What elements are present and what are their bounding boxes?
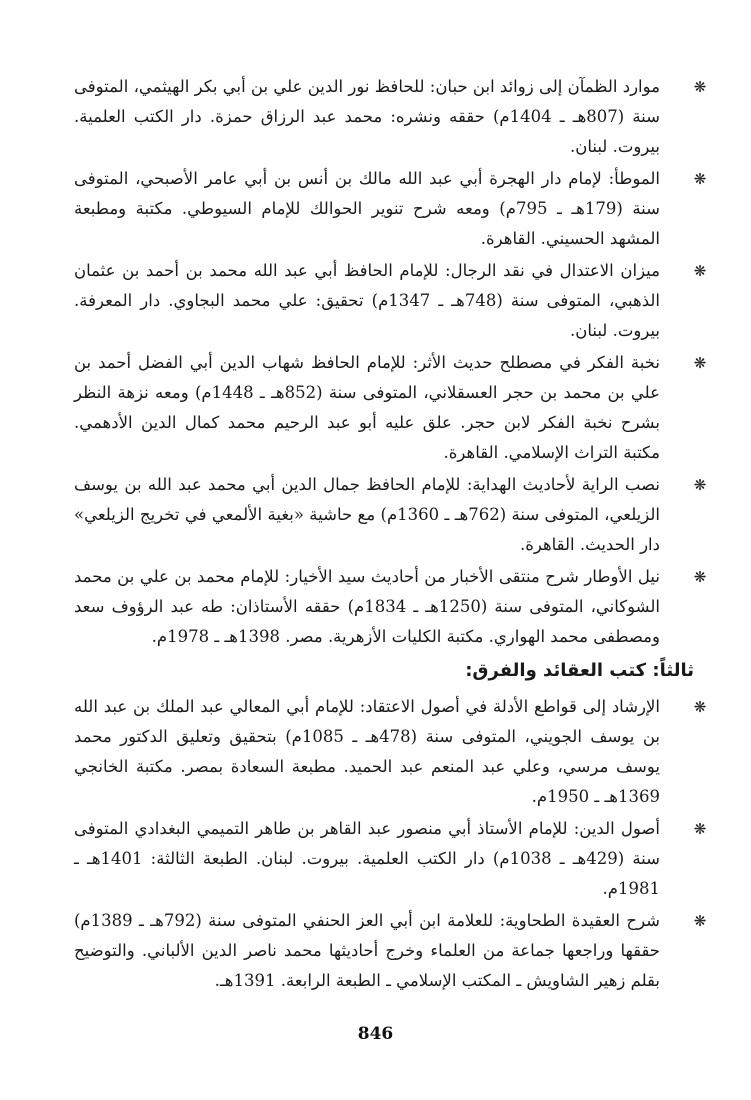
asterisk-bullet-icon: ❋ <box>693 698 707 716</box>
bibliography-entry <box>74 164 707 254</box>
asterisk-bullet-icon: ❋ <box>693 262 707 280</box>
page-number: 846 <box>357 1024 394 1044</box>
bibliography-entry <box>74 72 707 162</box>
asterisk-bullet-icon: ❋ <box>693 820 707 838</box>
bibliography-entry <box>74 562 707 652</box>
bibliography-entry <box>74 692 707 812</box>
section-heading: ثالثاً: كتب العقائد والفرق: <box>465 660 694 681</box>
entry-text: الموطأ: لإمام دار الهجرة أبي عبد الله مالك بن أنس بن أبي عامر الأصبحي، المتوفى سنة (179هـ ـ 795م) ومعه شرح تنوير الحوالك للإمام السيوطي. مكتبة ومطبعة المشهد الحسيني. القاهرة. <box>74 169 660 248</box>
asterisk-bullet-icon: ❋ <box>693 78 707 96</box>
bibliography-entry <box>74 470 707 560</box>
entry-text: أصول الدين: للإمام الأستاذ أبي منصور عبد القاهر بن طاهر التميمي البغدادي المتوفى سنة (429هـ ـ 1038م) دار الكتب العلمية. بيروت. لبنان. الطبعة الثالثة: 1401هـ ـ 1981م. <box>74 819 660 898</box>
entry-text: نخبة الفكر في مصطلح حديث الأثر: للإمام الحافظ شهاب الدين أبي الفضل أحمد بن علي بن محمد بن حجر العسقلاني، المتوفى سنة (852هـ ـ 1448م) ومعه نزهة النظر بشرح نخبة الفكر لابن حجر. علق عليه أبو عبد الرحيم محمد كمال الدين الأدهمي. مكتبة التراث الإسلامي. القاهرة. <box>74 353 660 462</box>
bibliography-entry <box>74 906 707 996</box>
entry-text: نيل الأوطار شرح منتقى الأخبار من أحاديث سيد الأخيار: للإمام محمد بن علي بن محمد الشوكاني، المتوفى سنة (1250هـ ـ 1834م) حققه الأستاذان: طه عبد الرؤوف سعد ومصطفى محمد الهواري. مكتبة الكليات الأزهرية. مصر. 1398هـ ـ 1978م. <box>74 567 661 646</box>
entry-text: شرح العقيدة الطحاوية: للعلامة ابن أبي العز الحنفي المتوفى سنة (792هـ ـ 1389م) حققها وراجعها جماعة من العلماء وخرج أحاديثها محمد ناصر الدين الألباني. والتوضيح بقلم زهير الشاويش ـ المكتب الإسلامي ـ الطبعة الرابعة. 1391هـ. <box>74 911 660 990</box>
bibliography-entry <box>74 348 707 468</box>
entry-text: ميزان الاعتدال في نقد الرجال: للإمام الحافظ أبي عبد الله محمد بن أحمد بن عثمان الذهبي، المتوفى سنة (748هـ ـ 1347م) تحقيق: علي محمد البجاوي. دار المعرفة. بيروت. لبنان. <box>74 261 661 340</box>
asterisk-bullet-icon: ❋ <box>693 354 707 372</box>
entry-text: نصب الراية لأحاديث الهداية: للإمام الحافظ جمال الدين أبي محمد عبد الله بن يوسف الزيلعي، المتوفى سنة (762هـ ـ 1360م) مع حاشية «بغية الألمعي في تخريج الزيلعي» دار الحديث. القاهرة. <box>74 475 660 554</box>
bibliography-entry <box>74 256 707 346</box>
asterisk-bullet-icon: ❋ <box>693 170 707 188</box>
asterisk-bullet-icon: ❋ <box>693 912 707 930</box>
asterisk-bullet-icon: ❋ <box>693 568 707 586</box>
bibliography-page <box>74 72 707 996</box>
entry-text: الإرشاد إلى قواطع الأدلة في أصول الاعتقاد: للإمام أبي المعالي عبد الملك بن عبد الله بن يوسف الجويني، المتوفى سنة (478هـ ـ 1085م) بتحقيق وتعليق الدكتور محمد يوسف مرسي، وعلي عبد المنعم عبد الحميد. مطبعة السعادة بمصر. مكتبة الخانجي 1369هـ ـ 1950م. <box>74 697 661 806</box>
asterisk-bullet-icon: ❋ <box>693 476 707 494</box>
entry-text: موارد الظمآن إلى زوائد ابن حبان: للحافظ نور الدين علي بن أبي بكر الهيثمي، المتوفى سنة (807هـ ـ 1404م) حققه ونشره: محمد عبد الرزاق حمزة. دار الكتب العلمية. بيروت. لبنان. <box>74 77 660 156</box>
bibliography-entry <box>74 814 707 904</box>
